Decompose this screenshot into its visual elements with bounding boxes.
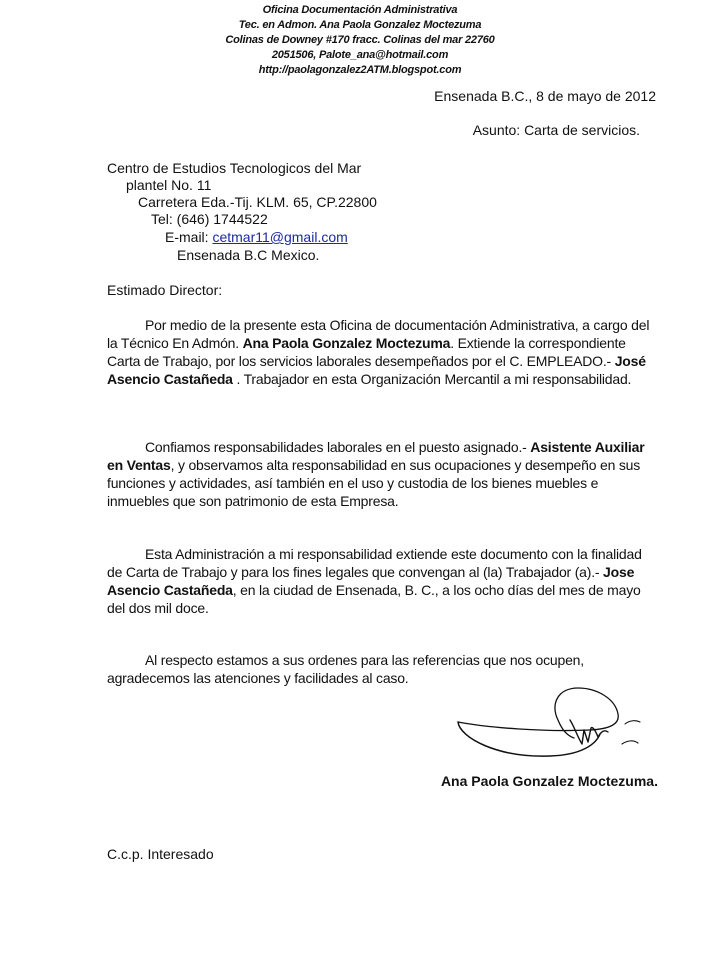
- letterhead-address: Colinas de Downey #170 fracc. Colinas del mar 22760: [225, 34, 495, 46]
- paragraph-1-bold-a: Ana Paola Gonzalez Moctezuma: [242, 335, 451, 351]
- paragraph-2-bold-a: Asistente Auxiliar en Ventas: [107, 439, 645, 473]
- paragraph-2-text-b: , y observamos alta responsabilidad en sus ocupaciones y desempeño en sus funciones y actividades, así también en el uso y custodia de los bienes muebles e inmuebles que son patrimonio de esta Empresa.: [107, 457, 641, 509]
- recipient-city: Ensenada B.C Mexico.: [177, 247, 320, 263]
- paragraph-1-text-b: . Extiende la correspondiente Carta de Trabajo, por los servicios laborales desempeñados por el C. EMPLEADO.-: [107, 335, 626, 369]
- letterhead-office: Oficina Documentación Administrativa: [262, 4, 458, 16]
- paragraph-1-text-c: . Trabajador en esta Organización Mercantil a mi responsabilidad.: [232, 371, 632, 387]
- paragraph-2: [107, 438, 655, 510]
- letterhead-name: Tec. en Admon. Ana Paola Gonzalez Moctezuma: [238, 19, 482, 31]
- recipient-plantel: plantel No. 11: [126, 177, 212, 193]
- paragraph-1-bold-b: José Asencio Castañeda: [107, 353, 646, 387]
- recipient-address: Carretera Eda.-Tij. KLM. 65, CP.22800: [138, 194, 377, 210]
- paragraph-3: [107, 545, 655, 617]
- handwritten-signature: [450, 680, 650, 765]
- signer-name: Ana Paola Gonzalez Moctezuma.: [440, 773, 658, 789]
- ccp-line: C.c.p. Interesado: [107, 846, 214, 862]
- email-label: E-mail:: [165, 229, 213, 245]
- letterhead-blog: http://paolagonzalez2ATM.blogspot.com: [258, 64, 462, 76]
- place-date: Ensenada B.C., 8 de mayo de 2012: [434, 88, 656, 104]
- paragraph-3-text-b: , en la ciudad de Ensenada, B. C., a los ocho días del mes de mayo del dos mil doce.: [107, 582, 641, 616]
- greeting: Estimado Director:: [107, 282, 223, 298]
- letterhead-contact: 2051506, Palote_ana@hotmail.com: [271, 49, 449, 61]
- subject-line: Asunto: Carta de servicios.: [472, 122, 640, 138]
- paragraph-3-text-a: Esta Administración a mi responsabilidad extiende este documento con la finalidad de Carta de Trabajo y para los fines legales que convengan al (la) Trabajador (a).-: [107, 546, 642, 580]
- paragraph-2-text-a: Confiamos responsabilidades laborales en el puesto asignado.-: [145, 439, 531, 455]
- paragraph-1: [107, 316, 655, 388]
- recipient-email-line: [165, 229, 348, 245]
- recipient-phone: Tel: (646) 1744522: [151, 211, 268, 227]
- letterhead: [0, 3, 720, 78]
- recipient-name: Centro de Estudios Tecnologicos del Mar: [107, 160, 362, 176]
- email-link[interactable]: cetmar11@gmail.com: [212, 229, 348, 245]
- paragraph-4-text: Al respecto estamos a sus ordenes para las referencias que nos ocupen, agradecemos las atenciones y facilidades al caso.: [107, 652, 584, 686]
- paragraph-3-bold-a: Jose Asencio Castañeda: [107, 564, 635, 598]
- paragraph-1-text-a: Por medio de la presente esta Oficina de documentación Administrativa, a cargo del la Técnico En Admón.: [107, 317, 650, 351]
